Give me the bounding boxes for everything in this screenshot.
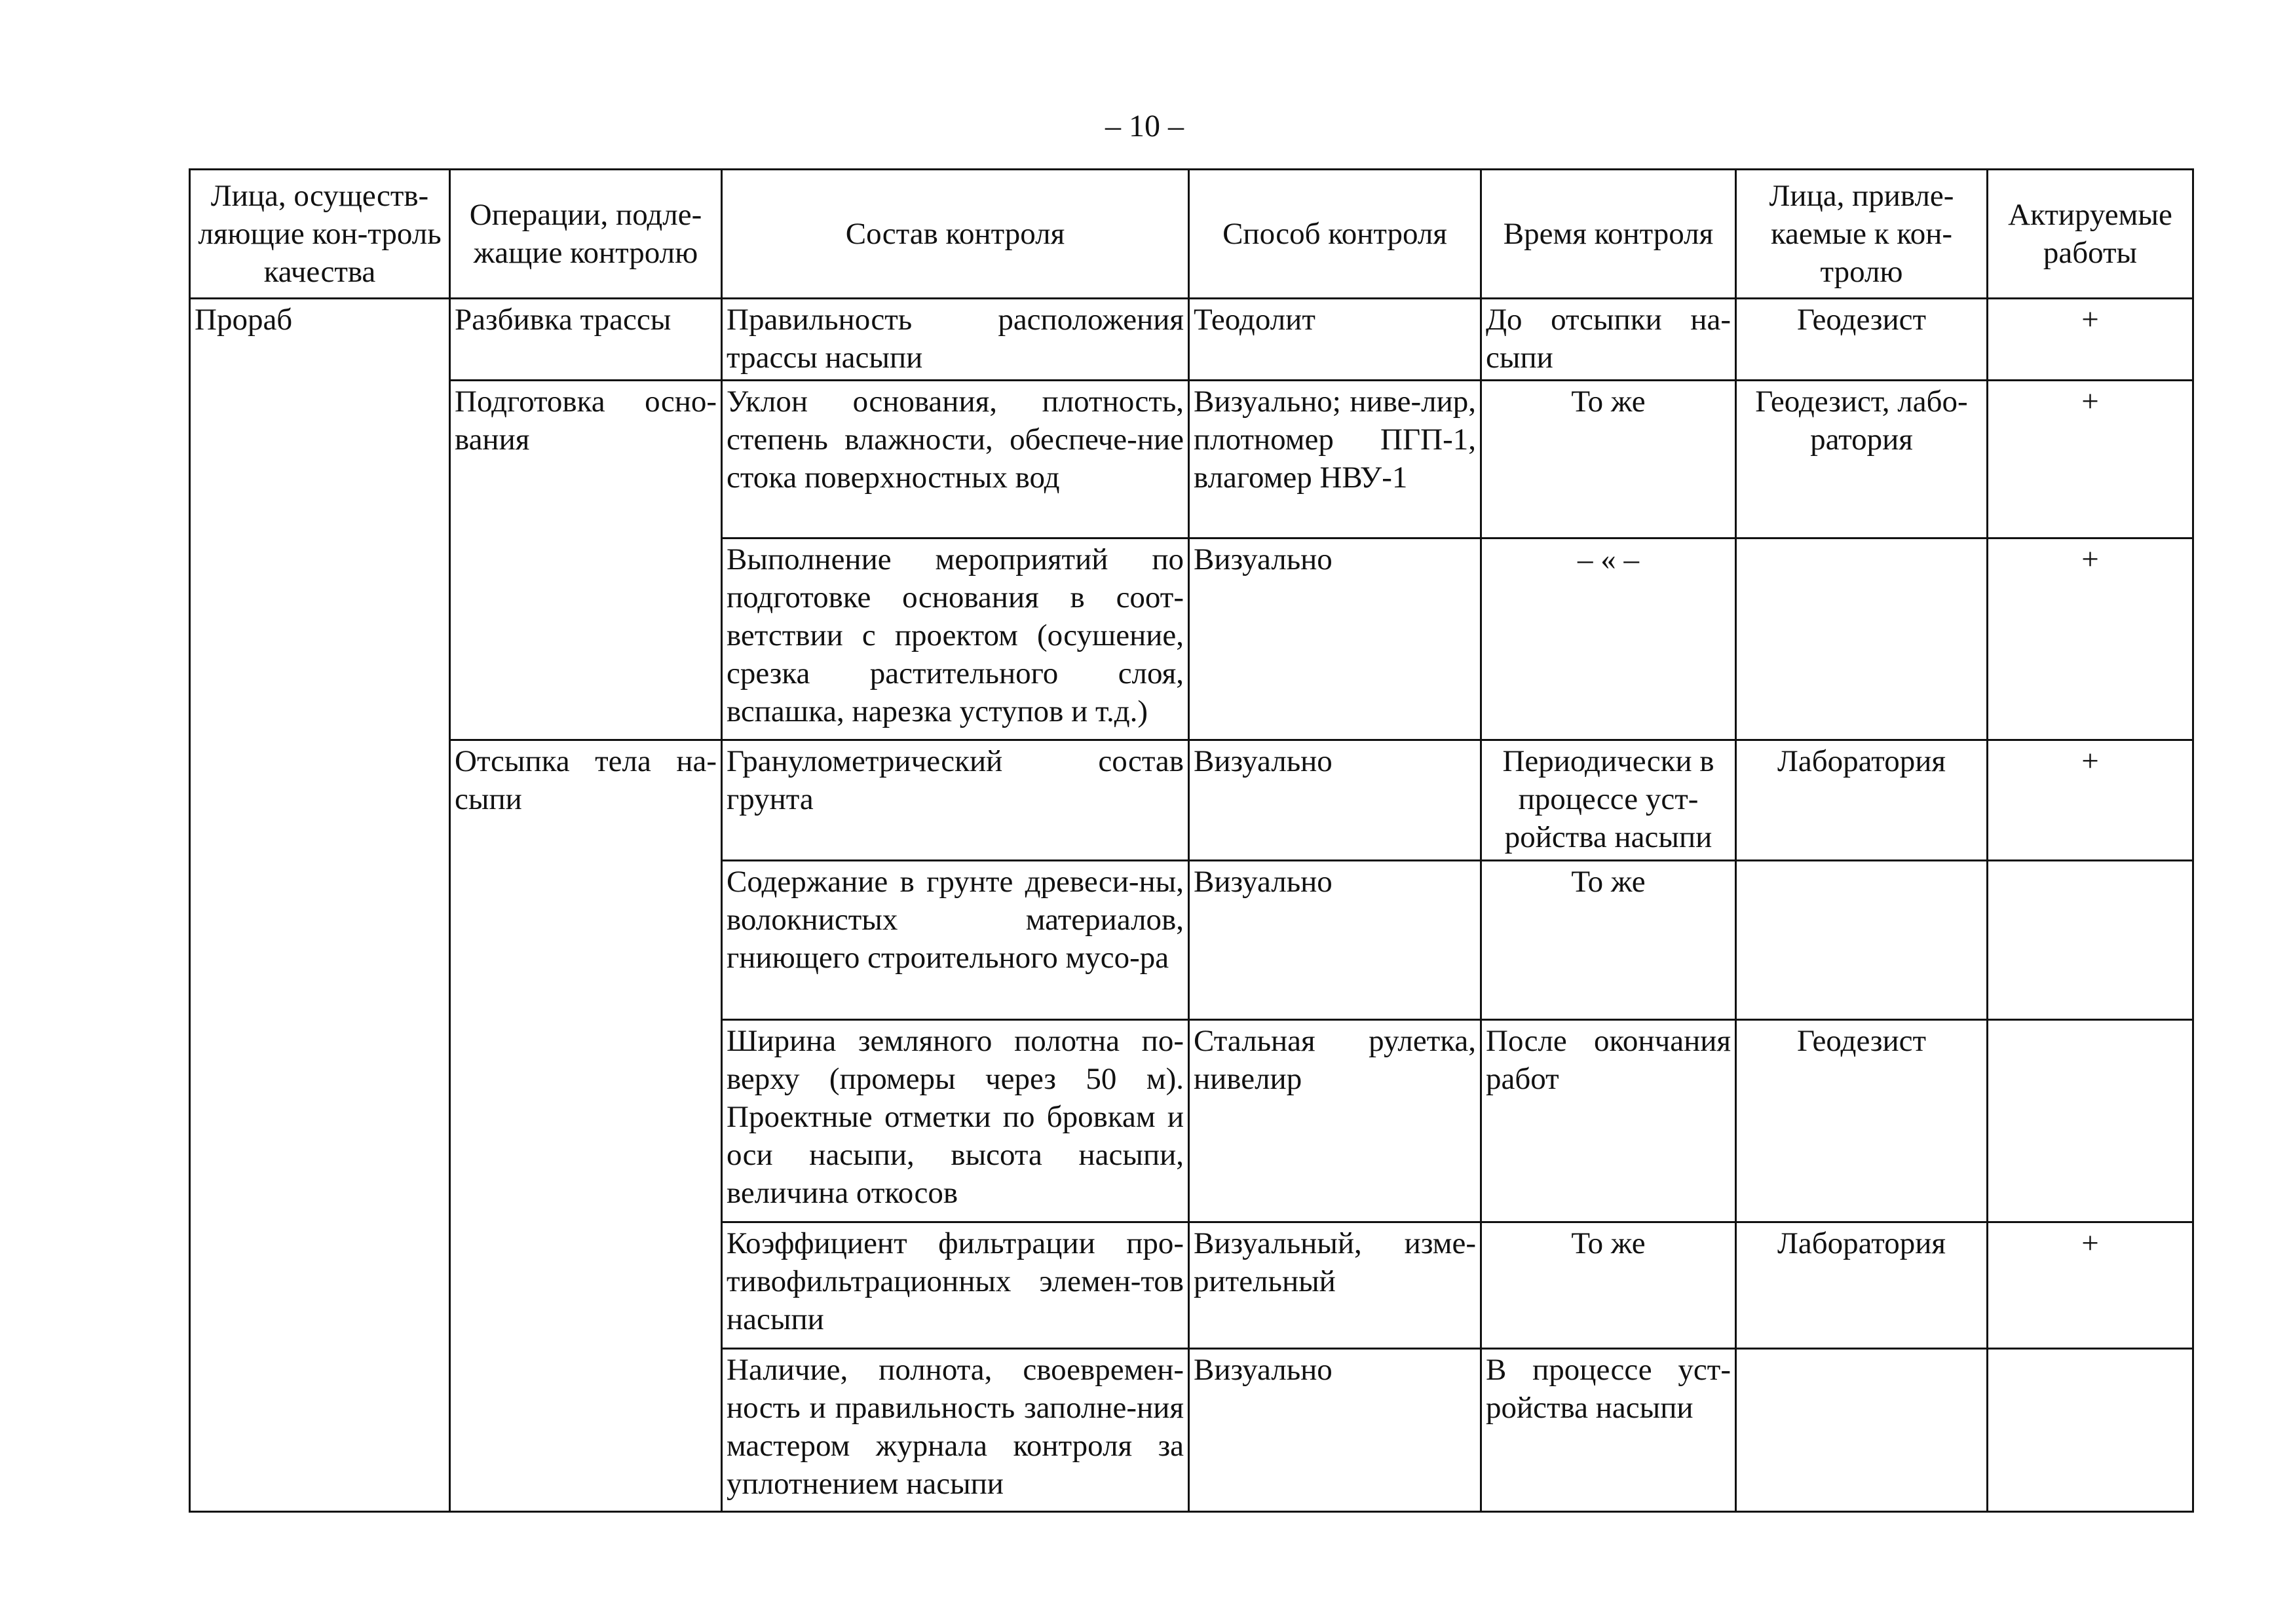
involved-cell (1736, 1349, 1988, 1512)
method-cell: Визуально; ниве-лир, плотномер ПГП-1, влагомер НВУ-1 (1189, 381, 1481, 538)
header-row (190, 170, 2193, 299)
composition-cell: Гранулометрический состав грунта (722, 740, 1189, 861)
time-cell: После окончания работ (1481, 1020, 1736, 1222)
composition-cell: Ширина земляного полотна по-верху (промеры через 50 м). Проектные отметки по бровкам и оси насыпи, высота насыпи, величина откосов (722, 1020, 1189, 1222)
operation-cell: Разбивка трассы (450, 299, 722, 381)
header-cell-composition: Состав контроля (722, 170, 1189, 299)
composition-cell: Правильность расположения трассы насыпи (722, 299, 1189, 381)
involved-cell: Геодезист (1736, 299, 1988, 381)
act-cell: + (1988, 381, 2193, 538)
header-cell-time: Время контроля (1481, 170, 1736, 299)
composition-cell: Содержание в грунте древеси-ны, волокнистых материалов, гниющего строительного мусо-ра (722, 861, 1189, 1020)
operation-cell: Подготовка осно-вания (450, 381, 722, 740)
time-cell: Периодически в процессе уст-ройства насыпи (1481, 740, 1736, 861)
time-cell: До отсыпки на-сыпи (1481, 299, 1736, 381)
involved-cell (1736, 538, 1988, 740)
method-cell: Визуально (1189, 861, 1481, 1020)
table-row (190, 740, 2193, 861)
method-cell: Теодолит (1189, 299, 1481, 381)
page-number: – 10 – (1105, 109, 1184, 143)
composition-cell: Выполнение мероприятий по подготовке основания в соот-ветствии с проектом (осушение, срезка растительного слоя, вспашка, нарезка уступов и т.д.) (722, 538, 1189, 740)
header-cell-persons: Лица, осуществ-ляющие кон-троль качества (190, 170, 450, 299)
composition-cell: Уклон основания, плотность, степень влажности, обеспече-ние стока поверхностных вод (722, 381, 1189, 538)
composition-cell: Наличие, полнота, своевремен-ность и правильность заполне-ния мастером журнала контроля за уплотнением насыпи (722, 1349, 1189, 1512)
table-row (190, 381, 2193, 538)
method-cell: Визуально (1189, 740, 1481, 861)
header-cell-method: Способ контроля (1189, 170, 1481, 299)
header-cell-operations: Операции, подле-жащие контролю (450, 170, 722, 299)
method-cell: Визуальный, изме-рительный (1189, 1222, 1481, 1349)
operation-cell: Отсыпка тела на-сыпи (450, 740, 722, 1512)
header-cell-act: Актируемые работы (1988, 170, 2193, 299)
act-cell (1988, 861, 2193, 1020)
header-cell-involved: Лица, привле-каемые к кон-тролю (1736, 170, 1988, 299)
act-cell (1988, 1349, 2193, 1512)
involved-cell: Лаборатория (1736, 1222, 1988, 1349)
act-cell: + (1988, 740, 2193, 861)
method-cell: Визуально (1189, 538, 1481, 740)
table-row (190, 299, 2193, 381)
quality-control-table (189, 168, 2194, 1513)
time-cell: То же (1481, 1222, 1736, 1349)
method-cell: Визуально (1189, 1349, 1481, 1512)
act-cell: + (1988, 1222, 2193, 1349)
time-cell: – « – (1481, 538, 1736, 740)
method-cell: Стальная рулетка, нивелир (1189, 1020, 1481, 1222)
act-cell (1988, 1020, 2193, 1222)
act-cell: + (1988, 299, 2193, 381)
time-cell: То же (1481, 861, 1736, 1020)
involved-cell: Геодезист, лабо-ратория (1736, 381, 1988, 538)
composition-cell: Коэффициент фильтрации про-тивофильтрационных элемен-тов насыпи (722, 1222, 1189, 1349)
person-cell: Прораб (190, 299, 450, 1512)
involved-cell: Геодезист (1736, 1020, 1988, 1222)
act-cell: + (1988, 538, 2193, 740)
involved-cell: Лаборатория (1736, 740, 1988, 861)
time-cell: В процессе уст-ройства насыпи (1481, 1349, 1736, 1512)
involved-cell (1736, 861, 1988, 1020)
time-cell: То же (1481, 381, 1736, 538)
